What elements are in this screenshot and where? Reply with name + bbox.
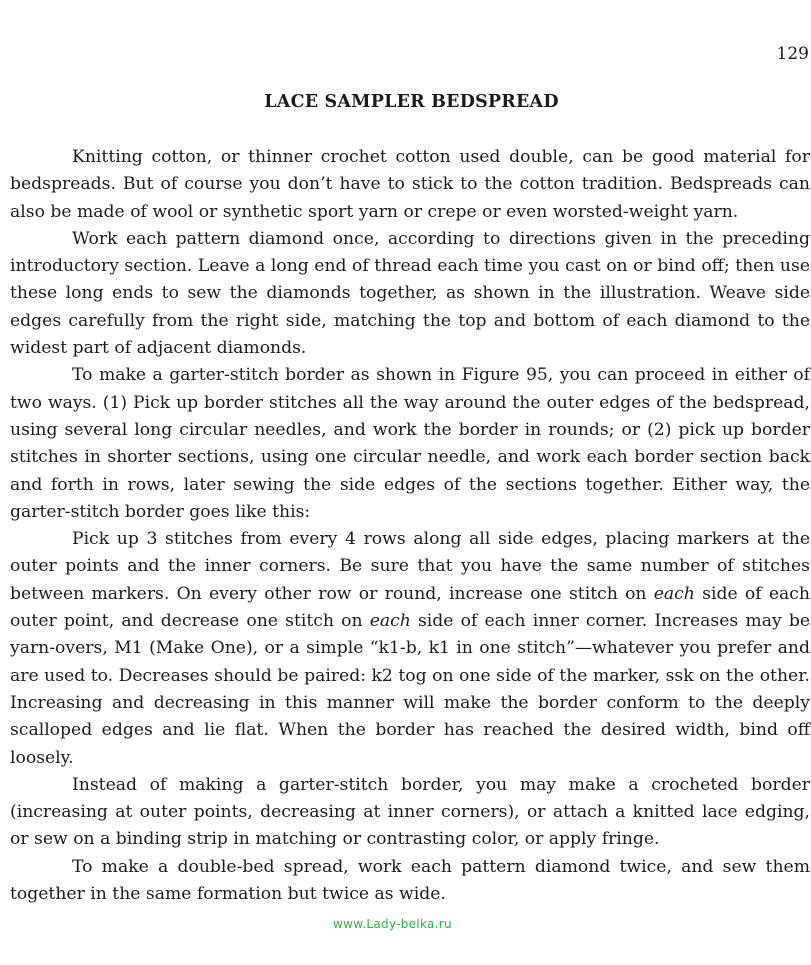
paragraph-5 [10,772,810,854]
text-segment: To make a double-bed spread, work each pattern diamond twice, and sew them together in the same formation but twice as wide. [10,856,810,905]
italic-text: each [369,611,411,632]
watermark-link[interactable]: www.Lady-belka.ru [333,917,452,931]
paragraph-1 [10,144,810,226]
text-segment: To make a garter-stitch border as shown in Figure 95, you can proceed in either of two ways. (1) Pick up border stitches all the way around the outer edges of the bedspread, using several long circular needles, and work the border in rounds; or (2) pick up border stitches in shorter sections, using one circular needle, and work each border section back and forth in rows, later sewing the side edges of the sections together. Either way, the garter-stitch border goes like this: [10,365,810,522]
text-segment: Pick up 3 stitches from every 4 rows along all side edges, placing markers at the outer points and the inner corners. Be sure that you have the same number of stitches between markers. On every other row or round, increase one stitch on [10,529,810,604]
paragraph-6 [10,854,810,909]
italic-text: each [653,583,695,604]
body-text [10,144,810,908]
text-segment: side of each inner corner. Increases may be yarn-overs, M1 (Make One), or a simple “k1-b, k1 in one stitch”—whatever you prefer and are used to. Decreases should be paired: k2 tog on one side of the marker, ssk on the other. Increasing and decreasing in this manner will make the border conform to the deeply scalloped edges and lie flat. When the border has reached the desired width, bind off loosely. [10,611,810,768]
text-segment: Work each pattern diamond once, according to directions given in the preceding introductory section. Leave a long end of thread each time you cast on or bind off; then use these long ends to sew the diamonds together, as shown in the illustration. Weave side edges carefully from the right side, matching the top and bottom of each diamond to the widest part of adjacent diamonds. [10,228,810,359]
page-number: 129 [776,44,809,64]
paragraph-4 [10,526,810,772]
paragraph-3 [10,362,810,526]
text-segment: Instead of making a garter-stitch border, you may make a crocheted border (increasing at outer points, decreasing at inner corners), or attach a knitted lace edging, or sew on a binding strip in matching or contrasting color, or apply fringe. [10,774,810,850]
text-segment: side of each outer point, and decrease one stitch on [10,583,810,632]
page-title: LACE SAMPLER BEDSPREAD [264,92,559,112]
paragraph-2 [10,226,810,362]
text-segment: Knitting cotton, or thinner crochet cotton used double, can be good material for bedspreads. But of course you don’t have to stick to the cotton tradition. Bedspreads can also be made of wool or synthetic sport yarn or crepe or even worsted-weight yarn. [10,147,810,222]
